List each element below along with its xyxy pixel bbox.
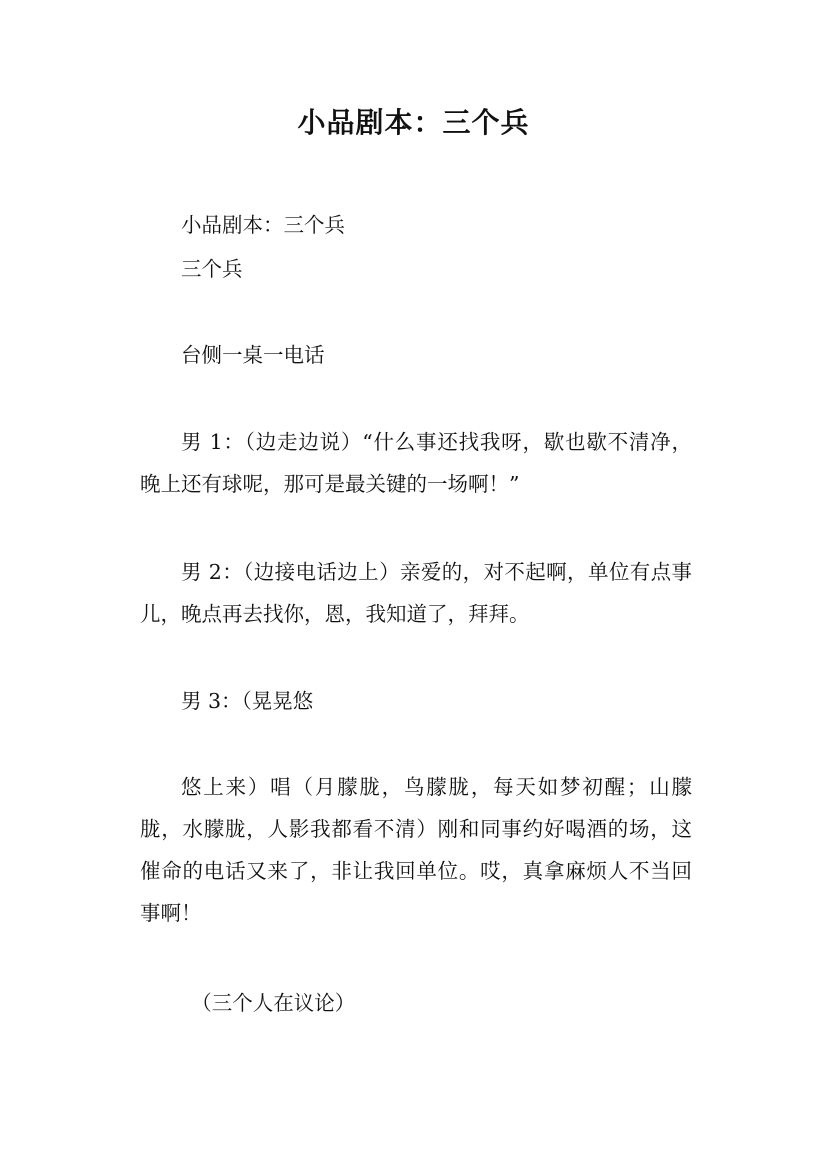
paragraph-heading: 三个兵 <box>181 257 243 281</box>
document-title: 小品剧本：三个兵 <box>297 106 530 139</box>
paragraph-man-2-line: 男 2：（边接电话边上）亲爱的，对不起啊，单位有点事儿，晚点再去找你，恩，我知道了，拜拜。 <box>140 560 692 626</box>
paragraph-stage-setting: 台侧一桌一电话 <box>181 343 325 367</box>
paragraph-subtitle: 小品剧本：三个兵 <box>181 213 345 237</box>
paragraph-man-3-intro: 男 3：（晃晃悠 <box>181 689 314 713</box>
paragraph-stage-direction: （三个人在议论） <box>191 991 356 1015</box>
paragraph-man-1-line: 男 1：（边走边说）“什么事还找我呀，歇也歇不清净，晚上还有球呢，那可是最关键的一场啊！” <box>140 430 692 496</box>
paragraph-man-3-line: 悠上来）唱（月朦胧，鸟朦胧，每天如梦初醒；山朦胧，水朦胧，人影我都看不清）刚和同事约好喝酒的场，这催命的电话又来了，非让我回单位。哎，真拿麻烦人不当回事啊！ <box>140 775 692 925</box>
